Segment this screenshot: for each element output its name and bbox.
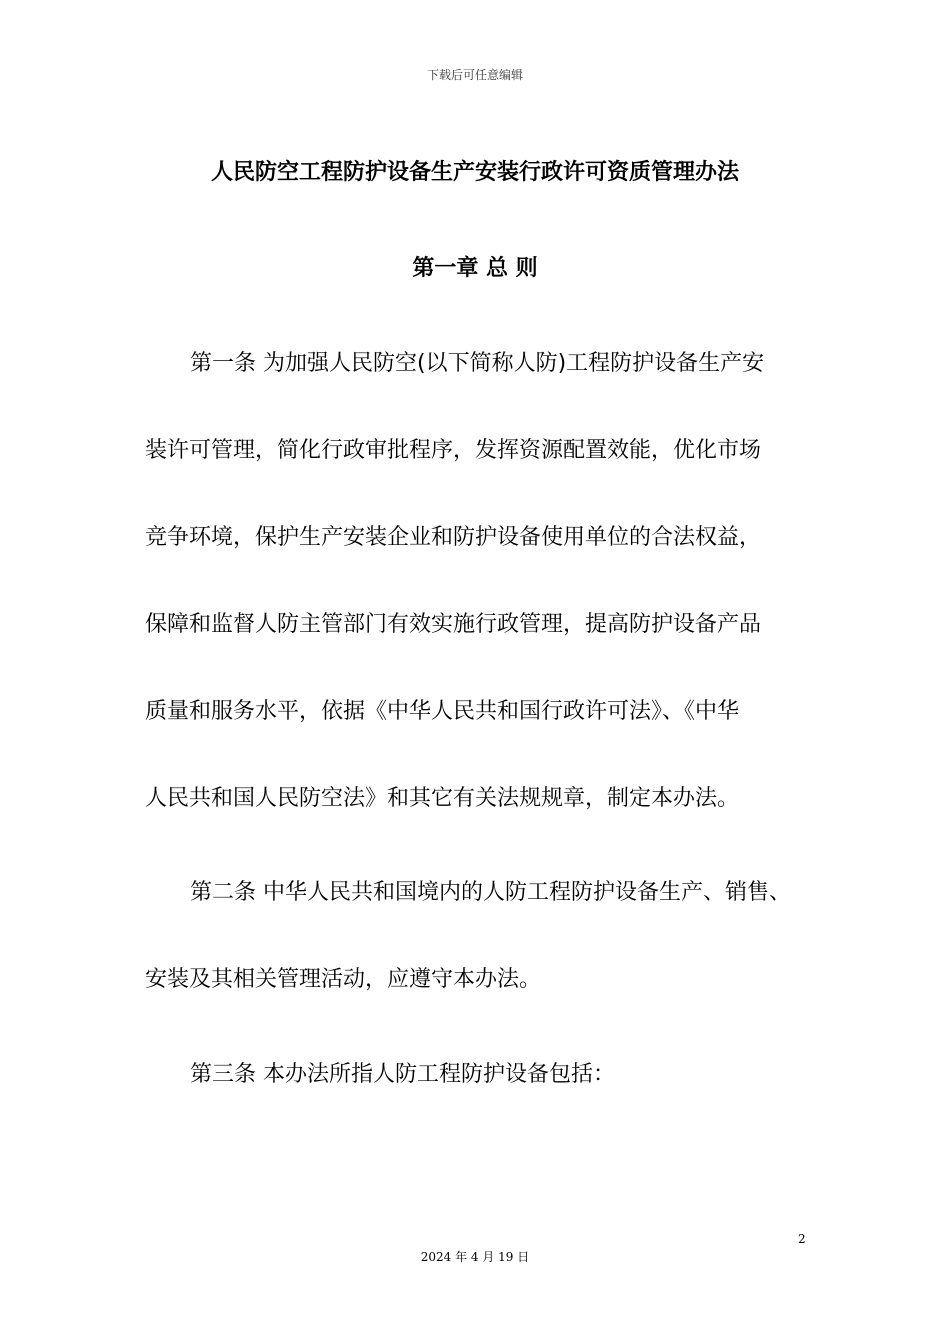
header-note: 下载后可任意编辑 <box>426 68 523 82</box>
article-1-line-2: 装许可管理，简化行政审批程序，发挥资源配置效能，优化市场 <box>145 438 762 463</box>
article-1-line-5: 质量和服务水平，依据《中华人民共和国行政许可法》、《中华 <box>145 699 740 724</box>
article-1-line-3: 竞争环境，保护生产安装企业和防护设备使用单位的合法权益， <box>145 525 762 550</box>
article-1-line-6: 人民共和国人民防空法》和其它有关法规规章，制定本办法。 <box>145 786 740 811</box>
article-2-line-1: 第二条 中华人民共和国境内的人防工程防护设备生产、销售、 <box>190 880 791 905</box>
article-1-line-1: 第一条 为加强人民防空(以下简称人防)工程防护设备生产安 <box>190 351 765 376</box>
page-number: 2 <box>798 1232 806 1246</box>
article-3-line-1: 第三条 本办法所指人防工程防护设备包括： <box>190 1062 615 1087</box>
document-title: 人民防空工程防护设备生产安装行政许可资质管理办法 <box>210 160 739 185</box>
article-2-line-2: 安装及其相关管理活动，应遵守本办法。 <box>145 967 542 992</box>
chapter-heading: 第一章 总 则 <box>412 256 538 281</box>
footer-date: 2024 年 4 月 19 日 <box>420 1250 530 1264</box>
article-1-line-4: 保障和监督人防主管部门有效实施行政管理，提高防护设备产品 <box>145 612 762 637</box>
